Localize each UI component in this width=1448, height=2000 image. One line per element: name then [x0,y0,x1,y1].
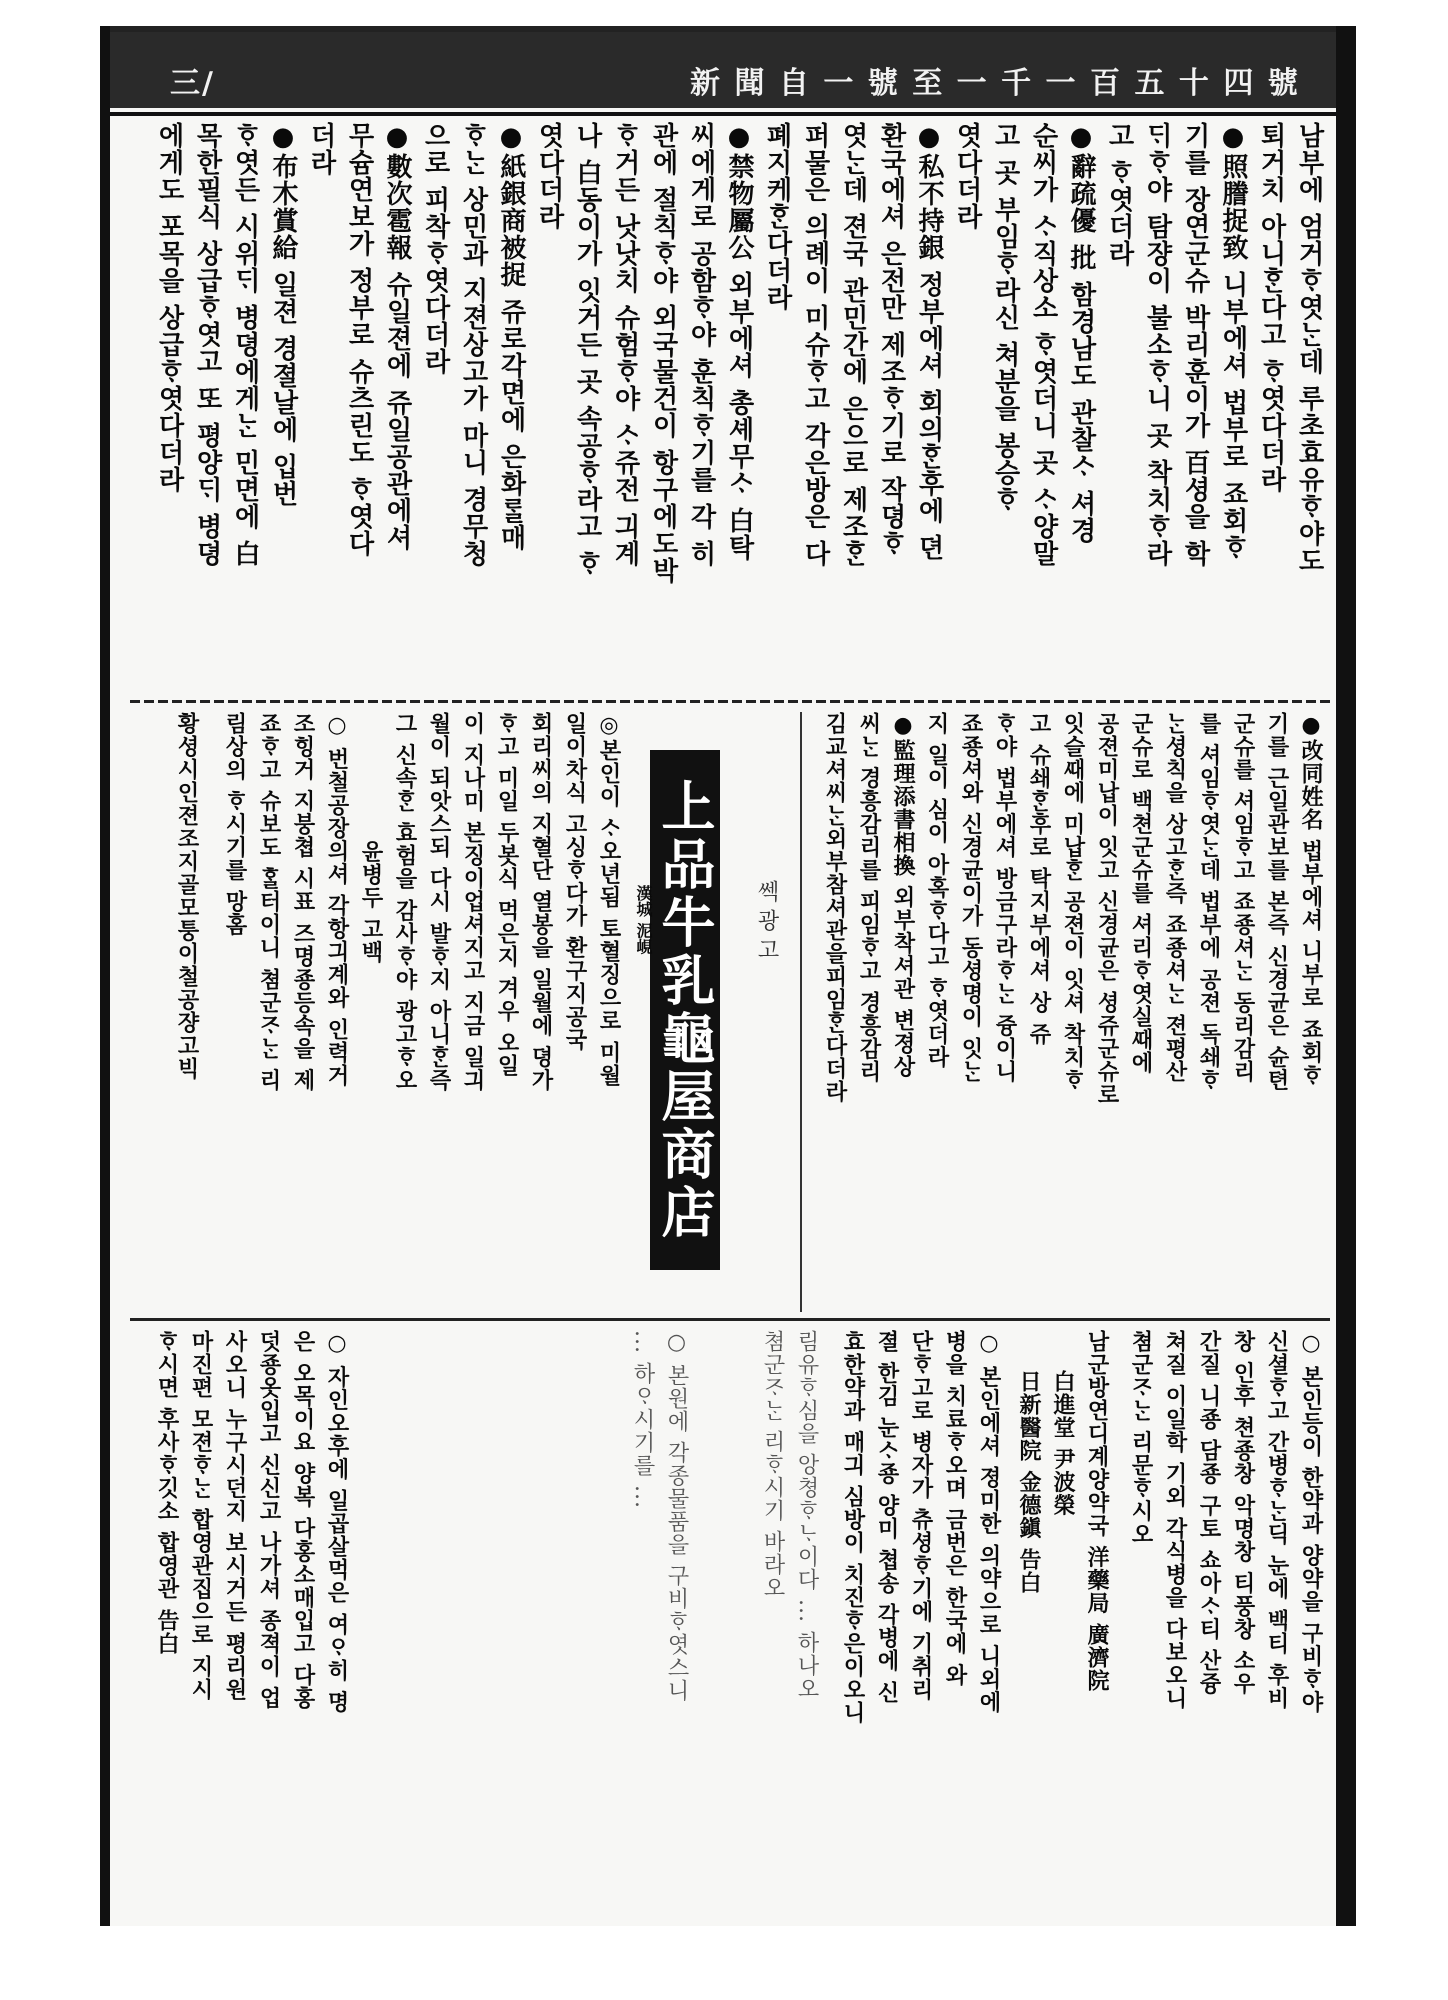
ad-col: 조힝거 지붕쳡 시표 즈명죵등속을 제 [290,712,316,1092]
news-col: 김교셔씨ᄂᆞᆫ외부참셔관을피임ᄒᆞᆫ다더라 [822,712,848,1103]
ad-col: 간질 니죵 담죵 구토 쇼아ᄉᆞ티 산즁 [1196,1330,1222,1696]
page-left-edge [100,26,110,1926]
news-col: 으로 피착ᄒᆞ엿다더라 [420,122,450,376]
ad-col: 효한약과 매긔 심방이 치진ᄒᆞ은이오니 [840,1330,866,1724]
ad-col: 사오니 누구시던지 보시거든 평리원 [222,1330,248,1701]
ad-col: 신셜ᄒᆞ고 간병ᄒᆞᄂᆞᆫ딕 눈에 백티 후비 [1264,1330,1290,1710]
section-divider-bottom [130,1318,1330,1321]
news-col: 군슈를 셔임ᄒᆞ고 죠죵셔ᄂᆞᆫ 동리감리 [1230,712,1256,1083]
news-col: ᄒᆞᄂᆞᆫ 상민과 지젼상고가 마니 경무청 [458,122,488,568]
page-right-edge [1336,26,1356,1926]
news-col: ●布木賞給 일젼 경졀날에 입번 [268,122,298,508]
news-col: ●監理添書相換 외부착셔관 변졍상 [890,712,916,1079]
ad-col: 월이 되앗스되 다시 발ᄒᆞ지 아니ᄒᆞᆫ즉 [426,712,452,1092]
masthead-rule [110,112,1336,116]
news-col: 군슈로 백쳔군슈를 셔리ᄒᆞ엿실ᄯᅢ에 [1128,712,1154,1075]
ad-col: 쳠군ᄌᆞᄂᆞᆫ 리문ᄒᆞ시오 [1128,1330,1154,1546]
ad-col: 회리씨의 지혈단 열봉을 일월에 뎡가 [528,712,554,1092]
news-col: ●照謄捉致 니부에셔 법부로 죠회ᄒᆞ [1218,122,1248,562]
ad-col: 이 지나미 본징이업셔지고 지금 일긔 [460,712,486,1092]
news-col: 기를 장연군슈 박리훈이가 百셩을 학 [1180,122,1210,568]
news-col: 엿다더라 [534,122,564,230]
ad-col: 마진편 모젼ᄒᆞᄂᆞᆫ 합영관집으로 지시 [188,1330,214,1701]
news-col: ●數次雹報 슈일젼에 쥬일공관에셔 [382,122,412,552]
news-col: 고 곳 부임ᄒᆞ라신 쳐분을 봉승ᄒᆞ [990,122,1020,514]
ad-col: 쳐질 이일학 기외 각식병을 다보오니 [1162,1330,1188,1710]
news-col: 공젼미납이 잇고 신경균은 셩쥬군슈로 [1094,712,1120,1106]
masthead-page-number: 三/ [170,66,215,101]
news-col: 퇴거치 아니ᄒᆞᆫ다고 ᄒᆞ엿다더라 [1256,122,1286,494]
news-col: 지 일이 심이 아혹ᄒᆞ다고 ᄒᆞ엿더라 [924,712,950,1069]
news-col: 잇슬ᄯᅢ에 미납ᄒᆞᆫ 공젼이 잇셔 착치ᄒᆞ [1060,712,1086,1092]
news-col: 에게도 포목을 상급ᄒᆞ엿다더라 [154,122,184,494]
ad-col: 단ᄒᆞ고로 병자가 츄셩ᄒᆞ기에 기취리 [908,1330,934,1701]
news-col: 나 白동이가 잇거든 곳 속공ᄒᆞ라고 ᄒᆞ [572,122,602,578]
ad-col: 병을 치료ᄒᆞ오며 금번은 한국에 와 [942,1330,968,1687]
news-col: 씨ᄂᆞᆫ 경흥감리를 피임ᄒᆞ고 경흥감리 [856,712,882,1083]
ad-col: ○ 번철공장의셔 각항긔계와 인력거 [324,712,350,1087]
ad-title-location: 漢城 泥峴 [634,885,653,955]
ad-col-faded: 쳠군ᄌᆞᄂᆞᆫ 리ᄒᆞ시기 바라오 [760,1330,785,1599]
news-col: 남부에 엄거ᄒᆞ엿ᄂᆞᆫ데 루초효유ᄒᆞ야도 [1294,122,1324,575]
news-col: ●辭疏優 批 함경남도 관찰ᄉᆞ 셔경 [1066,122,1096,545]
section-divider-top [130,700,1330,703]
ad-col: 황셩시인젼조지골모퉁이철공쟝고빅 [174,712,200,1080]
ad-col: 일이차식 고싱ᄒᆞ다가 환구지공국 [562,712,588,1052]
news-col: ᄒᆞ야 법부에셔 방금구라ᄒᆞᄂᆞᆫ 즁이니 [992,712,1018,1083]
ad-col: 죠ᄒᆞ고 슈보도 ᄒᆞᆯ터이니 쳠군ᄌᆞᄂᆞᆫ 리 [256,712,282,1092]
ad-title [650,750,720,1270]
news-col: 환국에셔 은전만 제조ᄒᆞ기로 작뎡ᄒᆞ [876,122,906,558]
ad-col-faded: ... 하ᄋᆞ시기를 ... [630,1330,655,1509]
news-col: ᄂᆞᆫ셩칙을 상고ᄒᆞᆫ즉 죠죵셔ᄂᆞᆫ 젼평산 [1162,712,1188,1083]
news-col: 더라 [306,122,336,176]
news-col: 관에 절칙ᄒᆞ야 외국물건이 항구에도박 [648,122,678,585]
ad-col: 덧죵옷입고 신신고 나가셔 종젹이 업 [256,1330,282,1710]
news-col: ●改同姓名 법부에셔 니부로 죠회ᄒᆞ [1298,712,1324,1087]
news-col: 무슘연보가 정부로 슈츠린도 ᄒᆞ엿다 [344,122,374,558]
ad-col: 은 오목이요 양복 다홍소매입고 다홍 [290,1330,316,1710]
news-col: 엿다더라 [952,122,982,230]
ad-shop-name: 龜屋商店 [653,1010,717,1242]
ad-col: ᄒᆞ시면 후사ᄒᆞ깃소 합영관 告白 [154,1330,180,1655]
column-divider [800,712,802,1312]
ad-title-main: 上品牛乳 [653,778,717,1010]
news-col: 목한필식 상급ᄒᆞ엿고 또 평양ᄃᆡ 병뎡 [192,122,222,568]
ad-col: ○ 본인등이 한약과 양약을 구비ᄒᆞ야 [1298,1330,1324,1714]
ad-seal-stamp: 쎅 광 고 [754,880,779,960]
masthead-issue-range: 新 聞 自 一 號 至 一 千 一 百 五 十 四 號 [690,66,1300,101]
ad-col: 창 인후 쳔죵창 악명창 티풍창 소우 [1230,1330,1256,1696]
news-col: ●紙銀商被捉 쥬로각면에 은화ᄅᆞᆯ매 [496,122,526,552]
news-col: 죠죵셔와 신경균이가 동셩명이 잇ᄂᆞᆫ [958,712,984,1083]
news-col: 씨에게로 공함ᄒᆞ야 훈칙ᄒᆞ기를 각 히 [686,122,716,568]
ad-col-faded: 림유ᄒᆞ심을 앙쳥ᄒᆞᄂᆞ이다 ... 하나오 [794,1330,819,1700]
ad-col-faded: ○ 본원에 각종물품을 구비ᄒᆞ엿스니 [664,1330,689,1702]
ad-col: ◎본인이 ᄉᆞ오년됨 토혈징으로 미월 [596,712,622,1087]
news-col: ᄒᆞ거든 낫낫치 슈험ᄒᆞ야 ᄉᆞ쥬전 긔계 [610,122,640,568]
news-col: ●禁物屬公 외부에셔 총셰무ᄉᆞ 白탁 [724,122,754,562]
news-col: 퍼물은 의례이 미슈ᄒᆞ고 각은방은 다 [800,122,830,568]
ad-col: 졀 한김 눈ᄉᆞ죵 양미 쳡송 각병에 신 [874,1330,900,1704]
ad-signature: 윤병두 고백 [358,840,384,964]
news-col: 기를 근일관보를 본즉 신경균은 슌텬 [1264,712,1290,1092]
news-col: 순씨가 ᄉᆞ직상소 ᄒᆞ엿더니 곳 ᄉᆞ양말 [1028,122,1058,568]
news-col: 고 ᄒᆞ엿더라 [1104,122,1134,268]
ad-col: ○ 자인오후에 일곱살먹은 여ᄋᆞ히 명 [324,1330,350,1714]
ad-col: 그 신속ᄒᆞᆫ 효험을 감사ᄒᆞ야 광고ᄒᆞ오 [392,712,418,1092]
news-col: ●私不持銀 정부에셔 회의ᄒᆞᆫ후에 뎐 [914,122,944,562]
ad-col: ○ 본인에셔 졍미한 의약으로 니외에 [976,1330,1002,1714]
ad-col: ᄒᆞ고 미일 두봇식 먹은지 겨우 오일 [494,712,520,1078]
ad-col: 남군방연디계양약국 洋藥局 廣濟院 [1084,1330,1110,1693]
news-col: ᄃᆡᄒᆞ야 탐쟝이 불소ᄒᆞ니 곳 착치ᄒᆞ라 [1142,122,1172,568]
news-col: ᄒᆞ엿든 시위ᄃᆡ 병뎡에게ᄂᆞᆫ 민면에 白 [230,122,260,568]
news-col: 폐지케ᄒᆞᆫ다더라 [762,122,792,311]
ad-col: 白進堂 尹波榮 [1050,1370,1076,1517]
news-col: 를 셔임ᄒᆞ엿ᄂᆞᆫ데 법부에 공젼 독쇄ᄒᆞ [1196,712,1222,1092]
news-col: 엿ᄂᆞᆫ데 젼국 관민간에 은으로 제조ᄒᆞᆫ [838,122,868,568]
ad-col: 日新醫院 金德鎭 告白 [1016,1370,1042,1595]
news-col: 고 슈쇄ᄒᆞᆫ후로 탁지부에셔 상 쥬 [1026,712,1052,1046]
ad-col: 림상의 ᄒᆞ시기를 망홈 [222,712,248,937]
